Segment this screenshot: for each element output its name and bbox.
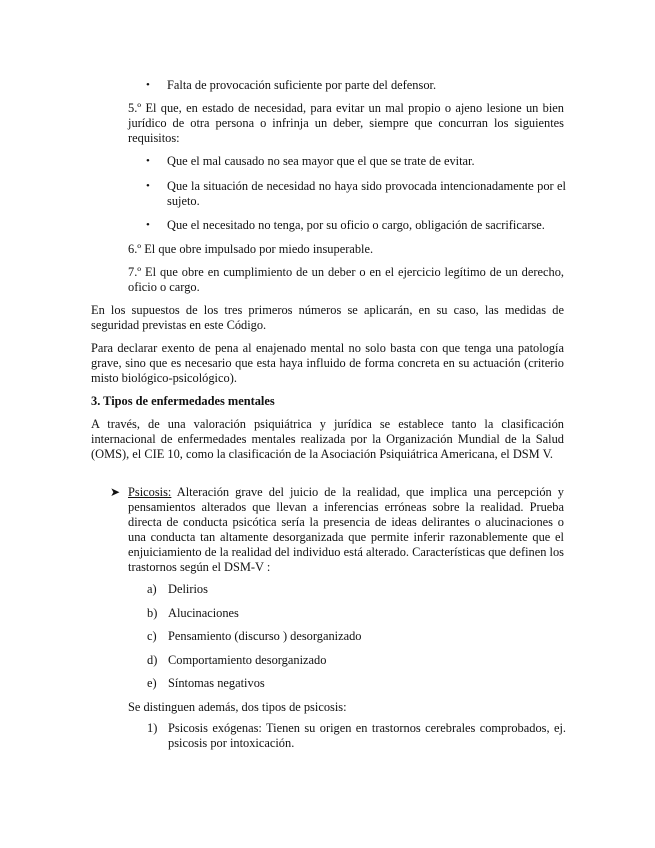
- bullet-icon: •: [146, 155, 150, 167]
- list-item: Alucinaciones: [168, 606, 239, 620]
- paragraph-6: 6.º El que obre impulsado por miedo insuperable.: [128, 242, 374, 256]
- paragraph-5: 5.º El que, en estado de necesidad, para evitar un mal propio o ajeno lesione un bien jurídico de otra persona o infrinja un deber, siempre que concurran los siguientes requisitos:: [128, 101, 564, 145]
- bullet-text: Que el mal causado no sea mayor que el que se trate de evitar.: [167, 154, 475, 168]
- paragraph-declarar: Para declarar exento de pena al enajenado mental no solo basta con que tenga una patología grave, sino que es necesario que esta haya influido de forma concreta en su actuación (criterio misto biológico-psicológico).: [91, 341, 564, 385]
- arrow-bullet-icon: ➤: [110, 485, 121, 499]
- bullet-icon: •: [146, 180, 150, 192]
- list-item: Comportamiento desorganizado: [168, 653, 327, 667]
- list-label: c): [147, 629, 157, 643]
- paragraph-7: 7.º El que obre en cumplimiento de un deber o en el ejercicio legítimo de un derecho, oficio o cargo.: [128, 265, 564, 294]
- psicosis-definition: Alteración grave del juicio de la realidad, que implica una percepción y pensamientos alterados que llevan a inferencias erróneas sobre la realidad. Prueba directa de conducta psicótica sería la presencia de ideas delirantes o alucinaciones o una conducta tan altamente desorganizada que permite inferir razonablemente que el enjuiciamiento de la realidad del individuo está alterado. Características que definen los trastornos según el DSM-V :: [128, 485, 564, 574]
- list-label: e): [147, 676, 157, 690]
- bullet-icon: •: [146, 79, 150, 91]
- bullet-text: Que la situación de necesidad no haya sido provocada intencionadamente por el sujeto.: [167, 179, 566, 208]
- bullet-text: Falta de provocación suficiente por parte del defensor.: [167, 78, 437, 92]
- list-label: d): [147, 653, 158, 667]
- list-label: a): [147, 582, 157, 596]
- paragraph-clasificacion: A través, de una valoración psiquiátrica y jurídica se establece tanto la clasificación internacional de enfermedades mentales realizada por la Organización Mundial de la Salud (OMS), el CIE 10, como la clasificación de la Asociación Psiquiátrica Americana, el DSM V.: [91, 417, 564, 461]
- paragraph-distinguen: Se distinguen además, dos tipos de psicosis:: [128, 700, 347, 714]
- list-item: Síntomas negativos: [168, 676, 265, 690]
- psicosis-term: Psicosis:: [128, 485, 172, 499]
- list-item: Pensamiento (discurso ) desorganizado: [168, 629, 362, 643]
- list-item: Delirios: [168, 582, 208, 596]
- list-item: Psicosis exógenas: Tienen su origen en trastornos cerebrales comprobados, ej. psicosis por intoxicación.: [168, 721, 566, 750]
- list-label: b): [147, 606, 158, 620]
- list-label: 1): [147, 721, 158, 735]
- paragraph-supuestos: En los supuestos de los tres primeros números se aplicarán, en su caso, las medidas de seguridad previstas en este Código.: [91, 303, 564, 332]
- section-heading: 3. Tipos de enfermedades mentales: [91, 394, 275, 408]
- bullet-icon: •: [146, 219, 150, 231]
- psicosis-paragraph: [128, 485, 564, 575]
- bullet-text: Que el necesitado no tenga, por su oficio o cargo, obligación de sacrificarse.: [167, 218, 545, 232]
